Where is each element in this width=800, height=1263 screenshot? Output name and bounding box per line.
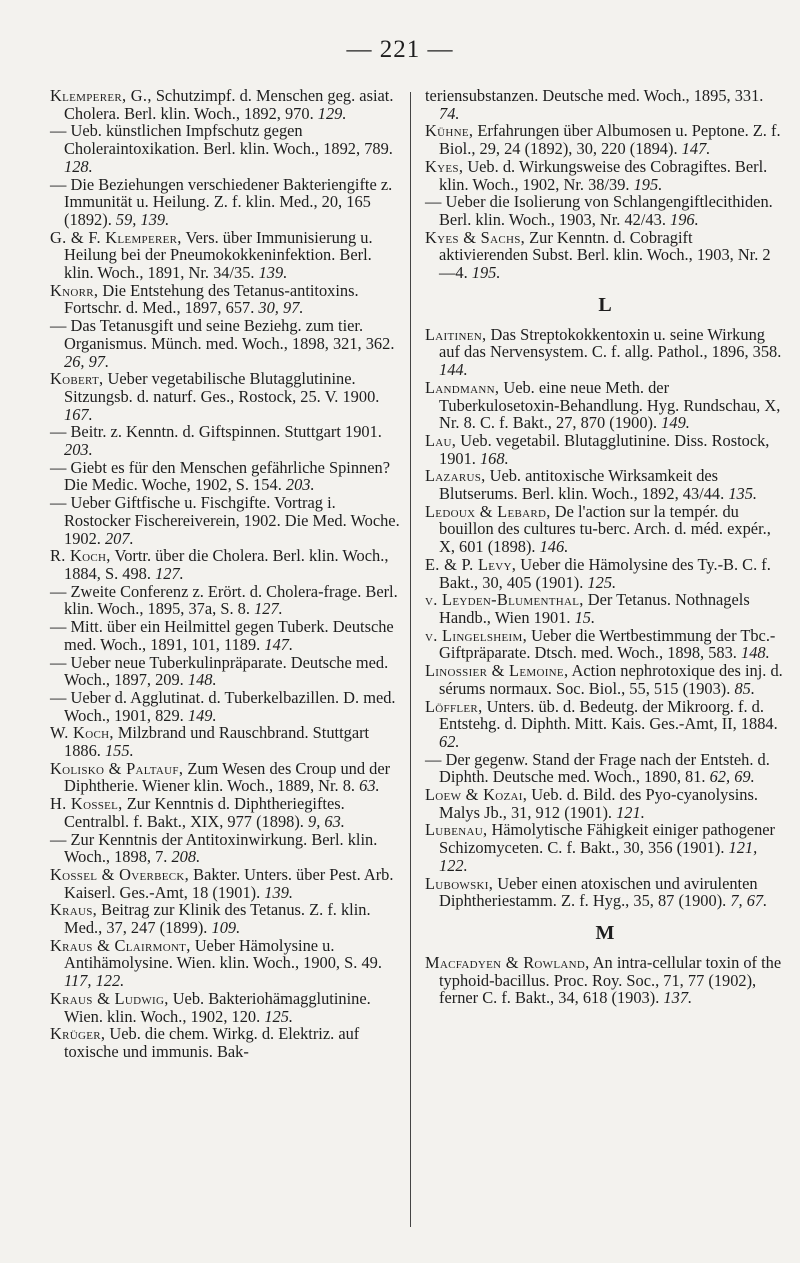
entry-page-ref: 195. (471, 263, 501, 283)
bibliography-entry (50, 937, 405, 990)
entry-text: — Ueber d. Agglutinat. d. Tuberkelbazillen. D. med. Woch., 1901, 829. (50, 687, 396, 725)
bibliography-entry (425, 229, 785, 282)
entry-text: — Der gegenw. Stand der Frage nach der Entsteh. d. Diphth. Deutsche med. Woch., 1890, 81. (425, 749, 770, 787)
section-letter: M (595, 921, 615, 944)
entry-author: Klemperer, G., (50, 86, 152, 105)
right-column (425, 87, 785, 1007)
bibliography-entry (425, 751, 785, 786)
entry-text: Schutzimpf. d. Menschen geg. asiat. Cholera. Berl. klin. Woch., 1892, 970. (64, 86, 394, 123)
bibliography-entry (50, 423, 405, 458)
bibliography-entry (50, 317, 405, 370)
bibliography-entry (50, 370, 405, 423)
entry-page-ref: 59, 139. (115, 209, 170, 229)
entry-author: Lubenau, (425, 820, 488, 840)
entry-text: De l'action sur la tempér. du bouillon des cultures tu-berc. Arch. d. méd. expér., X, 601 (1898). (439, 501, 771, 557)
entry-text: teriensubstanzen. Deutsche med. Woch., 1895, 331. (425, 86, 764, 105)
bibliography-entry (425, 467, 785, 502)
entry-text: — Giebt es für den Menschen gefährliche Spinnen? Die Medic. Woche, 1902, S. 154. (50, 457, 390, 495)
entry-text: Ueber die Hämolysine des Ty.-B. C. f. Bakt., 30, 405 (1901). (439, 554, 771, 592)
entry-author: Kraus & Clairmont, (50, 935, 191, 955)
entry-author: Kühne, (425, 121, 474, 141)
entry-page-ref: 149. (661, 413, 690, 433)
entry-page-ref: 62. (439, 731, 460, 751)
bibliography-entry (425, 875, 785, 910)
entry-text: Beitrag zur Klinik des Tetanus. Z. f. klin. Med., 37, 247 (1899). (64, 900, 371, 938)
entry-page-ref: 203. (64, 440, 93, 460)
entry-page-ref: 196. (670, 209, 699, 229)
entry-author: Loew & Kozai, (425, 785, 528, 805)
bibliography-entry (50, 654, 405, 689)
entry-page-ref: 121. (616, 802, 645, 822)
entry-author: E. & P. Levy, (425, 554, 517, 574)
entry-author: Lazarus, (425, 466, 486, 486)
entry-text: Ueber Hämolysine u. Antihämolysine. Wien. klin. Woch., 1900, S. 49. (64, 935, 382, 973)
entry-text: Ueber vegetabilische Blutagglutinine. Sitzungsb. d. naturf. Ges., Rostock, 25. V. 1900. (64, 369, 380, 406)
bibliography-entry (50, 618, 405, 653)
section-letter: L (598, 293, 612, 316)
entry-page-ref: 63. (359, 776, 380, 796)
bibliography-entry (425, 662, 785, 697)
bibliography-entry (50, 795, 405, 830)
bibliography-entry (425, 627, 785, 662)
entry-text: — Zur Kenntnis der Antitoxinwirkung. Berl. klin. Woch., 1898, 7. (50, 829, 378, 867)
entry-author: Knorr, (50, 280, 99, 300)
entry-author: v. Leyden-Blumenthal, (425, 590, 584, 610)
entry-page-ref: 208. (171, 847, 201, 867)
left-column (50, 87, 405, 1061)
bibliography-entry (425, 591, 785, 626)
entry-author: Kobert, (50, 369, 104, 389)
entry-text: Ueb. die chem. Wirkg. d. Elektriz. auf toxische und immunis. Bak- (64, 1024, 360, 1061)
entry-text: — Zweite Conferenz z. Erört. d. Cholera-frage. Berl. klin. Woch., 1895, 37a, S. 8. (50, 581, 398, 619)
entry-text: Unters. üb. d. Bedeutg. der Mikroorg. f. d. Entstehg. d. Diphth. Mitt. Kais. Ges.-Amt, II, 1884. (439, 696, 778, 734)
entry-text: — Ueber Giftfische u. Fischgifte. Vortrag i. Rostocker Fischereiverein, 1902. Die Med. Woche. 1902. (50, 493, 400, 548)
bibliography-entry (50, 901, 405, 936)
entry-text: Der Tetanus. Nothnagels Handb., Wien 1901. (439, 590, 750, 627)
entry-text: Vortr. über die Cholera. Berl. klin. Woch., 1884, S. 498. (64, 546, 389, 583)
bibliography-entry (50, 229, 405, 282)
bibliography-entry (50, 122, 405, 175)
entry-text: — Ueber neue Tuberkulinpräparate. Deutsche med. Woch., 1897, 209. (50, 652, 389, 690)
entry-text: Bakter. Unters. über Pest. Arb. Kaiserl. Ges.-Amt, 18 (1901). (64, 864, 394, 902)
entry-text: Das Streptokokkentoxin u. seine Wirkung auf das Nervensystem. C. f. allg. Pathol., 1896, 358. (439, 324, 782, 362)
entry-text: Ueb. antitoxische Wirksamkeit des Blutserums. Berl. klin. Woch., 1892, 43/44. (439, 466, 729, 504)
entry-text: — Die Beziehungen verschiedener Bakteriengifte z. Immunität u. Heilung. Z. f. klin. Med., 20, 165 (1892). (50, 174, 393, 229)
entry-text: Ueber einen atoxischen und avirulenten Diphtheriestamm. Z. f. Hyg., 35, 87 (1900). (439, 873, 758, 911)
entry-author: Kyes & Sachs, (425, 227, 526, 247)
entry-text: Zur Kenntn. d. Cobragift aktivierenden Subst. Berl. klin. Woch., 1903, Nr. 2—4. (439, 227, 771, 283)
entry-page-ref: 135. (728, 484, 757, 504)
entry-text: — Ueber die Isolierung von Schlangengiftlecithiden. Berl. klin. Woch., 1903, Nr. 42/43. (425, 192, 773, 229)
bibliography-entry (50, 990, 405, 1025)
entry-page-ref: 207. (104, 528, 134, 548)
entry-page-ref: 146. (539, 537, 569, 557)
bibliography-entry (425, 954, 785, 1007)
entry-page-ref: 128. (64, 156, 93, 176)
entry-text: Ueber die Wertbestimmung der Tbc.-Giftpräparate. Dtsch. med. Woch., 1898, 583. (439, 625, 776, 663)
entry-page-ref: 74. (439, 103, 460, 123)
entry-page-ref: 168. (479, 448, 509, 468)
entry-author: Laitinen, (425, 324, 487, 344)
entry-text: Ueb. d. Wirkungsweise des Cobragiftes. Berl. klin. Woch., 1902, Nr. 38/39. (439, 156, 768, 194)
entry-page-ref: 109. (211, 918, 241, 938)
entry-author: Lubowski, (425, 873, 494, 893)
bibliography-entry (425, 326, 785, 379)
bibliography-entry (50, 282, 405, 317)
bibliography-entry (425, 122, 785, 157)
entry-page-ref: 26, 97. (64, 351, 110, 371)
bibliography-entry (425, 158, 785, 193)
entry-page-ref: 129. (317, 103, 347, 123)
bibliography-entry (425, 379, 785, 432)
entry-text: Ueb. vegetabil. Blutagglutinine. Diss. Rostock, 1901. (439, 430, 770, 468)
bibliography-entry (425, 503, 785, 556)
entry-text: Ueb. Bakteriohämagglutinine. Wien. klin. Woch., 1902, 120. (64, 988, 371, 1026)
entry-text: Erfahrungen über Albumosen u. Peptone. Z. f. Biol., 29, 24 (1892), 30, 220 (1894). (439, 121, 781, 159)
bibliography-entry (425, 193, 785, 228)
bibliography-entry (50, 866, 405, 901)
entry-author: v. Lingelsheim, (425, 625, 527, 645)
bibliography-entry (50, 176, 405, 229)
entry-page-ref: 127. (254, 599, 283, 619)
entry-author: Kossel & Overbeck, (50, 864, 190, 884)
entry-text: An intra-cellular toxin of the typhoid-bacillus. Proc. Roy. Soc., 71, 77 (1902), ferner C. f. Bakt., 34, 618 (1903). (439, 952, 782, 1008)
entry-author: Lau, (425, 430, 457, 450)
entry-page-ref: 7, 67. (730, 891, 768, 911)
page-number: — 221 — (346, 36, 454, 63)
entry-author: Linossier & Lemoine, (425, 661, 569, 681)
bibliography-entry (425, 432, 785, 467)
entry-author: Ledoux & Lebard, (425, 501, 551, 521)
entry-author: Kolisko & Paltauf, (50, 758, 184, 778)
bibliography-entry (50, 87, 405, 122)
entry-page-ref: 137. (663, 988, 693, 1008)
entry-text: — Ueb. künstlichen Impfschutz gegen Choleraintoxikation. Berl. klin. Woch., 1892, 789. (50, 121, 393, 159)
bibliography-entry (50, 494, 405, 547)
entry-author: W. Koch, (50, 723, 114, 743)
entry-text: Die Entstehung des Tetanus-antitoxins. Fortschr. d. Med., 1897, 657. (64, 280, 359, 318)
entry-text: Ueb. eine neue Meth. der Tuberkulosetoxin-Behandlung. Hyg. Rundschau, X, Nr. 8. C. f. Bakt., 27, 870 (1900). (439, 377, 781, 433)
entry-page-ref: 127. (155, 563, 184, 583)
bibliography-entry (50, 689, 405, 724)
entry-author: Krüger, (50, 1024, 106, 1044)
bibliography-entry (425, 556, 785, 591)
entry-text: — Das Tetanusgift und seine Beziehg. zum tier. Organismus. Münch. med. Woch., 1898, 321, 362. (50, 316, 395, 353)
entry-page-ref: 148. (187, 670, 217, 690)
entry-page-ref: 139. (258, 263, 288, 283)
entry-page-ref: 195. (633, 174, 663, 194)
bibliography-entry (425, 821, 785, 874)
entry-text: — Beitr. z. Kenntn. d. Giftspinnen. Stuttgart 1901. (50, 422, 382, 442)
entry-author: G. & F. Klemperer, (50, 227, 182, 247)
bibliography-entry (425, 87, 785, 122)
entry-page-ref: 149. (187, 705, 217, 725)
entry-page-ref: 117, 122. (64, 971, 125, 991)
bibliography-entry (50, 1025, 405, 1060)
entry-text: Hämolytische Fähigkeit einiger pathogener Schizomyceten. C. f. Bakt., 30, 356 (1901). (439, 820, 776, 858)
bibliography-entry (50, 459, 405, 494)
entry-page-ref: 85. (734, 678, 755, 698)
entry-text: — Mitt. über ein Heilmittel gegen Tuberk. Deutsche med. Woch., 1891, 101, 1189. (50, 617, 394, 654)
entry-text: Ueb. d. Bild. des Pyo-cyanolysins. Malys Jb., 31, 912 (1901). (439, 785, 758, 822)
entry-author: Kraus & Ludwig, (50, 988, 169, 1008)
entry-page-ref: 121, 122. (439, 838, 758, 875)
entry-text: Milzbrand und Rauschbrand. Stuttgart 1886. (64, 723, 370, 761)
entry-page-ref: 139. (264, 882, 293, 902)
bibliography-entry (425, 698, 785, 751)
entry-page-ref: 125. (587, 572, 617, 592)
bibliography-entry (50, 547, 405, 582)
entry-page-ref: 144. (439, 360, 468, 380)
entry-author: Kraus, (50, 900, 98, 920)
entry-page-ref: 147. (681, 139, 711, 159)
entry-page-ref: 148. (741, 643, 770, 663)
bibliography-entry (50, 583, 405, 618)
bibliography-entry (50, 760, 405, 795)
entry-page-ref: 147. (264, 634, 294, 654)
entry-page-ref: 167. (64, 404, 93, 424)
entry-page-ref: 15. (574, 607, 596, 627)
entry-author: R. Koch, (50, 546, 111, 566)
entry-page-ref: 125. (264, 1006, 293, 1026)
entry-page-ref: 203. (285, 475, 315, 495)
bibliography-entry (50, 724, 405, 759)
entry-text: Action nephrotoxique des inj. d. sérums normaux. Soc. Biol., 55, 515 (1903). (439, 661, 783, 698)
entry-page-ref: 9, 63. (308, 811, 345, 831)
entry-author: Landmann, (425, 377, 500, 397)
column-divider (410, 92, 411, 1227)
entry-author: Kyes, (425, 156, 464, 176)
bibliography-entry (425, 786, 785, 821)
entry-page-ref: 30, 97. (258, 298, 304, 318)
entry-text: Vers. über Immunisierung u. Heilung bei der Pneumokokkeninfektion. Berl. klin. Woch., 1891, Nr. 34/35. (64, 227, 373, 283)
entry-author: Macfadyen & Rowland, (425, 952, 590, 972)
bibliography-entry (50, 831, 405, 866)
entry-text: Zum Wesen des Croup und der Diphtherie. Wiener klin. Woch., 1889, Nr. 8. (64, 758, 391, 796)
entry-author: H. Kossel, (50, 794, 123, 814)
entry-author: Löffler, (425, 696, 483, 716)
entry-page-ref: 155. (104, 741, 134, 761)
entry-page-ref: 62, 69. (709, 767, 755, 787)
entry-text: Zur Kenntnis d. Diphtheriegiftes. Centralbl. f. Bakt., XIX, 977 (1898). (64, 794, 345, 831)
